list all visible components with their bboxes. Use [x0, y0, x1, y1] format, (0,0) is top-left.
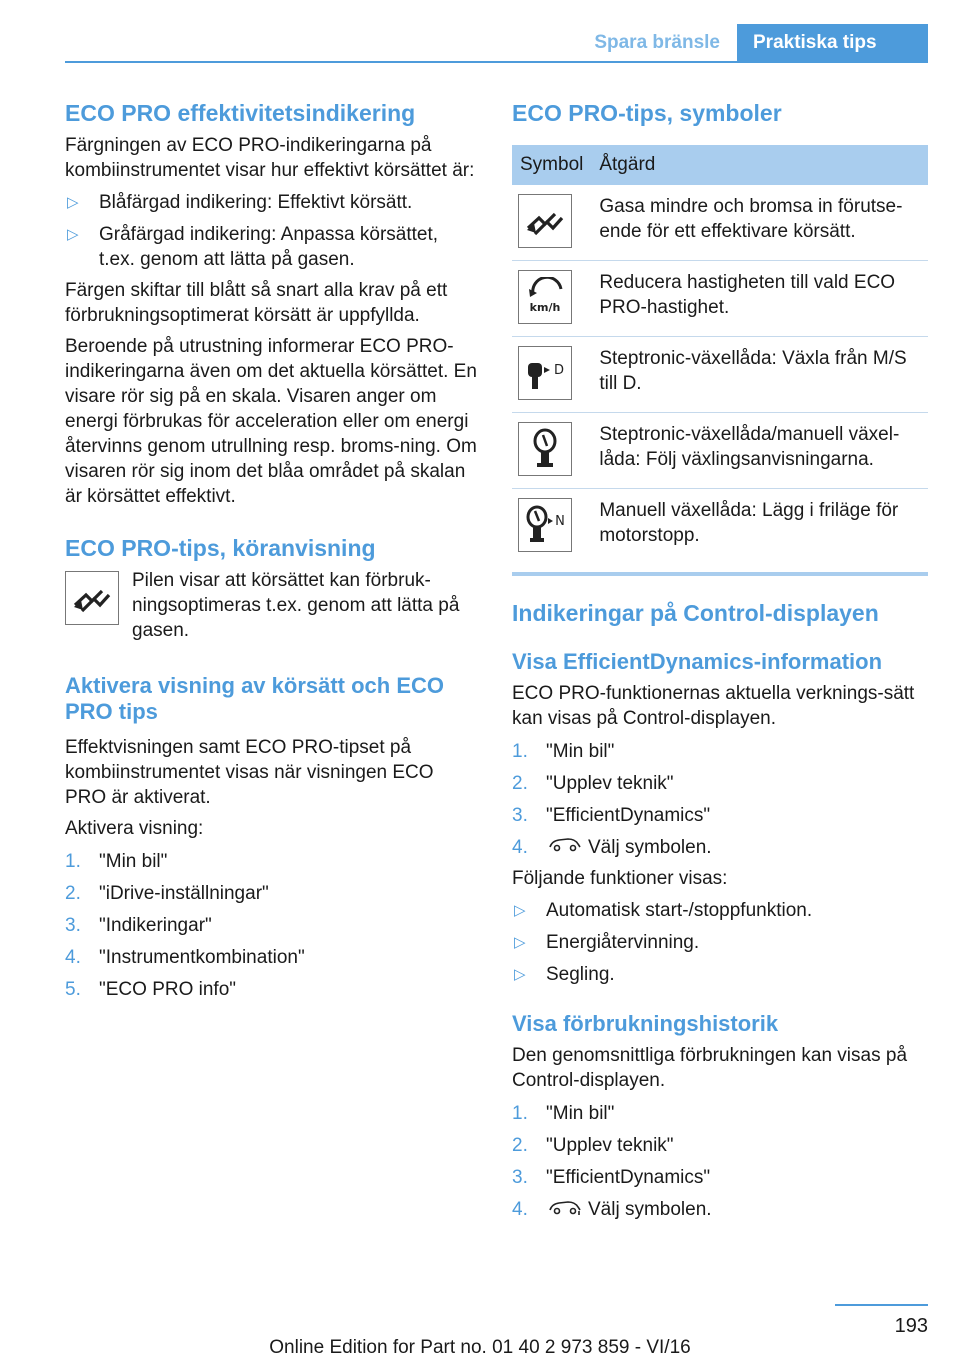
list-item: 1. "Min bil"	[512, 741, 615, 762]
footer-rule	[835, 1304, 928, 1306]
table-cell: Steptronic-växellåda: Växla från M/S till D.	[591, 337, 928, 413]
column-header-symbol: Symbol	[512, 145, 591, 185]
list-item: 1. "Min bil"	[512, 1103, 615, 1125]
list-item: ▷ Segling.	[514, 964, 615, 986]
paragraph-coloring: Färgningen av ECO PRO-indikeringarna på kombiinstrumentet visar hur effektivt körsättet är:	[65, 135, 475, 181]
left-column	[65, 100, 477, 1002]
paragraph-following-functions: Följande funktioner visas:	[512, 868, 728, 890]
table-header-row	[512, 145, 928, 185]
heading-eco-pro-tips: ECO PRO-tips, köranvisning	[65, 535, 376, 561]
table-end-rule	[512, 572, 928, 576]
activate-steps-list	[65, 849, 477, 1002]
svg-text:N: N	[555, 514, 565, 529]
paragraph-average-consumption: Den genomsnittliga förbrukningen kan visas på Control-displayen.	[512, 1045, 908, 1092]
coast-arrow-icon	[518, 194, 572, 248]
list-item: 2. "Upplev teknik"	[512, 773, 674, 794]
neutral-n-icon	[518, 498, 572, 552]
heading-eco-pro-symbols: ECO PRO-tips, symboler	[512, 100, 782, 126]
list-item: ▷ Automatisk start-/stoppfunktion.	[514, 900, 813, 922]
triangle-bullet-icon: ▷	[67, 226, 79, 243]
heading-control-display: Indikeringar på Control-displayen	[512, 600, 879, 626]
table-row	[512, 261, 928, 337]
list-item: 3. "Indikeringar"	[65, 915, 212, 936]
functions-bullet-list	[512, 898, 928, 987]
efficientdynamics-steps-list	[512, 739, 928, 860]
table-row	[512, 413, 928, 489]
page-number: 193	[894, 1315, 928, 1337]
paragraph-color-shift: Färgen skiftar till blått så snart alla krav på ett förbrukningsoptimerat körsätt är uppfyllda.	[65, 280, 448, 326]
list-item: 2. "iDrive-inställningar"	[65, 883, 269, 904]
triangle-bullet-icon: ▷	[514, 934, 526, 952]
table-cell: Manuell växellåda: Lägg i friläge för motorstopp.	[599, 500, 899, 546]
heading-show-efficientdynamics: Visa EfficientDynamics-information	[512, 649, 883, 674]
symbol-table	[512, 145, 928, 564]
list-item: 5. "ECO PRO info"	[65, 979, 237, 1000]
header-rule	[65, 61, 928, 63]
heading-consumption-history: Visa förbrukningshistorik	[512, 1011, 779, 1037]
list-item: ▷ Gråfärgad indikering: Anpassa körsättet, t.ex. genom att lätta på gasen.	[67, 224, 439, 270]
right-column	[512, 100, 928, 1223]
list-item: 4. "Instrumentkombination"	[65, 947, 305, 968]
list-item: 2. "Upplev teknik"	[512, 1135, 674, 1157]
header-tab-praktiska-tips[interactable]: Praktiska tips	[737, 24, 928, 62]
tip-row	[65, 568, 477, 643]
paragraph-pointer: Beroende på utrustning informerar ECO PRO-indikeringarna även om det aktuella körsättet. En visare rör sig på en skala. Visaren anger om energi förbrukas för acceleration eller om energi återvinns genom utrullning resp. broms-ning. Om visaren rör sig inom det blåa området på skalan är körsättet effektivt.	[65, 336, 477, 507]
triangle-bullet-icon: ▷	[514, 966, 526, 984]
list-item: ▷ Energiåtervinning.	[514, 932, 700, 954]
car-consumption-icon	[548, 1198, 582, 1223]
list-item: ▷ Blåfärgad indikering: Effektivt körsätt.	[67, 192, 413, 213]
paragraph-eco-functions: ECO PRO-funktionernas aktuella verknings-sätt kan visas på Control-displayen.	[512, 683, 915, 729]
table-cell: Gasa mindre och bromsa in förutse-ende för ett effektivare körsätt.	[591, 185, 928, 261]
history-steps-list	[512, 1101, 928, 1222]
list-item: 3. "EfficientDynamics"	[512, 1167, 711, 1189]
list-item: 3. "EfficientDynamics"	[512, 805, 711, 826]
svg-text:km/h: km/h	[529, 301, 561, 314]
table-row	[512, 185, 928, 261]
heading-eco-pro-efficiency: ECO PRO effektivitetsindikering	[65, 100, 416, 126]
list-item: 1. "Min bil"	[65, 851, 168, 872]
header-tab-spara-bransle[interactable]: Spara bränsle	[594, 32, 720, 53]
table-row	[512, 337, 928, 413]
car-efficiency-icon	[548, 835, 582, 860]
paragraph-activate-label: Aktivera visning:	[65, 818, 204, 839]
paragraph-effect-display: Effektvisningen samt ECO PRO-tipset på kombiinstrumentet visas när visningen ECO PRO är aktiverat.	[65, 737, 434, 808]
steptronic-d-icon	[518, 346, 572, 400]
list-item: 4. Välj symbolen.	[512, 835, 928, 860]
table-cell: Steptronic-växellåda/manuell växel-låda: Följ växlingsanvisningarna.	[591, 413, 928, 489]
triangle-bullet-icon: ▷	[67, 194, 79, 211]
coast-arrow-icon	[65, 571, 119, 625]
table-row	[512, 489, 928, 565]
table-cell: Reducera hastigheten till vald ECO PRO-hastighet.	[591, 261, 928, 337]
color-bullet-list	[65, 190, 477, 272]
edition-footer: Online Edition for Part no. 01 40 2 973 859 - VI/16	[269, 1337, 691, 1358]
list-item: 4. Välj symbolen.	[512, 1197, 928, 1222]
speed-reduce-kmh-icon	[518, 270, 572, 324]
svg-text:D: D	[553, 363, 565, 378]
triangle-bullet-icon: ▷	[514, 902, 526, 920]
gear-shift-icon	[518, 422, 572, 476]
heading-activate-display: Aktivera visning av körsätt och ECO PRO tips	[65, 673, 445, 724]
tip-text: Pilen visar att körsättet kan förbruk-ningsoptimeras t.ex. genom att lätta på gasen.	[132, 570, 460, 641]
column-header-action: Åtgärd	[591, 145, 928, 185]
